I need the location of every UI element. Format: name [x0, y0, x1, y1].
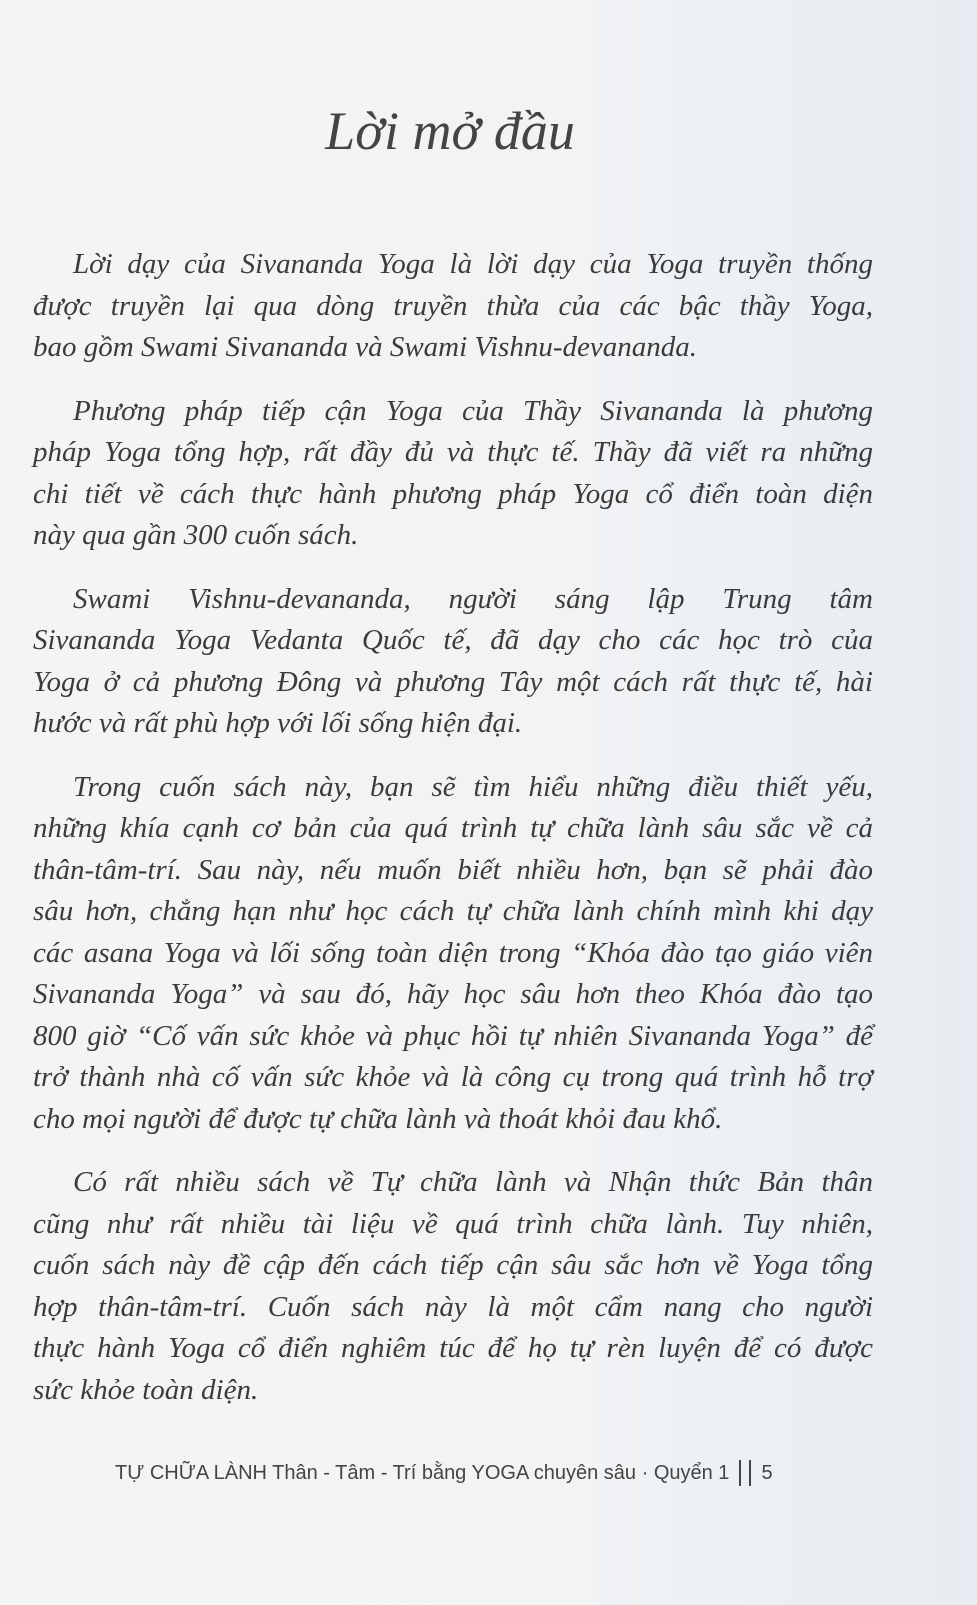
paragraph — [33, 767, 873, 1141]
text-line: cuốn sách này đề cập đến cách tiếp cận sâu sắc hơn về Yoga tổng — [33, 1249, 873, 1281]
text-line: hước và rất phù hợp với lối sống hiện đại. — [33, 707, 523, 739]
text-line: Sivananda Yoga” và sau đó, hãy học sâu hơn theo Khóa đào tạo — [33, 978, 873, 1010]
text-line: 800 giờ “Cố vấn sức khỏe và phục hồi tự nhiên Sivananda Yoga” để — [33, 1019, 873, 1052]
page-footer — [115, 1460, 773, 1486]
text-line: Phương pháp tiếp cận Yoga của Thầy Sivananda là phương — [73, 394, 873, 427]
text-line: thực hành Yoga cổ điển nghiêm túc để họ tự rèn luyện để có được — [33, 1332, 873, 1364]
paragraph — [33, 391, 873, 557]
paragraph — [33, 244, 873, 369]
text-line: Yoga ở cả phương Đông và phương Tây một cách rất thực tế, hài — [33, 665, 873, 698]
text-line: Trong cuốn sách này, bạn sẽ tìm hiểu những điều thiết yếu, — [73, 770, 873, 803]
body-text — [33, 244, 873, 1433]
paragraph — [33, 579, 873, 745]
text-line: cho mọi người để được tự chữa lành và thoát khỏi đau khổ. — [33, 1102, 723, 1135]
text-line: trở thành nhà cố vấn sức khỏe và là công cụ trong quá trình hỗ trợ — [33, 1061, 873, 1093]
text-line: này qua gần 300 cuốn sách. — [33, 519, 359, 551]
text-line: Sivananda Yoga Vedanta Quốc tế, đã dạy cho các học trò của — [33, 624, 873, 656]
separator-bars — [739, 1460, 751, 1486]
text-line: những khía cạnh cơ bản của quá trình tự chữa lành sâu sắc về cả — [33, 812, 873, 844]
text-line: bao gồm Swami Sivananda và Swami Vishnu-devananda. — [33, 331, 697, 363]
text-line: sức khỏe toàn diện. — [33, 1373, 259, 1406]
page-title: Lời mở đầu — [325, 101, 575, 161]
text-line: thân-tâm-trí. Sau này, nếu muốn biết nhiều hơn, bạn sẽ phải đào — [33, 853, 873, 886]
text-line: được truyền lại qua dòng truyền thừa của các bậc thầy Yoga, — [33, 289, 873, 322]
text-line: Swami Vishnu-devananda, người sáng lập Trung tâm — [73, 582, 873, 615]
running-title: TỰ CHỮA LÀNH Thân - Tâm - Trí bằng YOGA chuyên sâu · Quyển 1 — [115, 1461, 730, 1484]
page-number: 5 — [761, 1461, 773, 1484]
text-line: Có rất nhiều sách về Tự chữa lành và Nhận thức Bản thân — [73, 1166, 873, 1198]
text-line: pháp Yoga tổng hợp, rất đầy đủ và thực tế. Thầy đã viết ra những — [33, 436, 873, 468]
text-line: hợp thân-tâm-trí. Cuốn sách này là một cẩm nang cho người — [33, 1290, 873, 1323]
text-line: sâu hơn, chẳng hạn như học cách tự chữa lành chính mình khi dạy — [33, 895, 873, 927]
text-line: cũng như rất nhiều tài liệu về quá trình chữa lành. Tuy nhiên, — [33, 1207, 873, 1240]
text-line: các asana Yoga và lối sống toàn diện trong “Khóa đào tạo giáo viên — [33, 936, 873, 969]
text-line: chi tiết về cách thực hành phương pháp Yoga cổ điển toàn diện — [33, 477, 873, 510]
paragraph — [33, 1162, 873, 1411]
text-line: Lời dạy của Sivananda Yoga là lời dạy của Yoga truyền thống — [73, 248, 873, 280]
